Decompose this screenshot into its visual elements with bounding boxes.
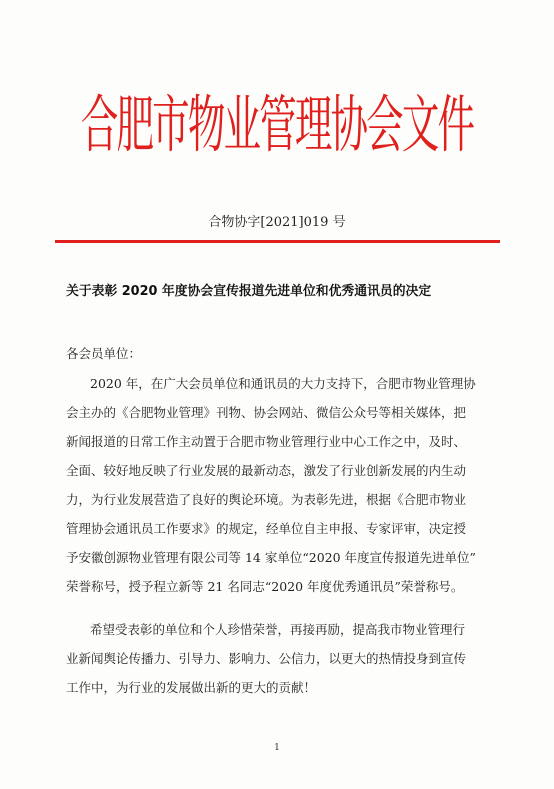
body-line: 业新闻舆论传播力、引导力、影响力、公信力，以更大的热情投身到宣传 bbox=[66, 651, 467, 666]
decision-title: 关于表彰 2020 年度协会宣传报道先进单位和优秀通讯员的决定 bbox=[66, 284, 432, 299]
body-line: 希望受表彰的单位和个人珍惜荣誉，再接再励，提高我市物业管理行 bbox=[90, 622, 466, 637]
body-line: 2020 年，在广大会员单位和通讯员的大力支持下，合肥市物业管理协 bbox=[90, 376, 476, 391]
salutation: 各会员单位： bbox=[66, 346, 142, 361]
body-line: 工作中，为行业的发展做出新的更大的贡献！ bbox=[66, 680, 317, 695]
red-divider bbox=[55, 240, 500, 243]
body-line: 荣誉称号，授予程立新等 21 名同志“2020 年度优秀通讯员”荣誉称号。 bbox=[66, 579, 464, 594]
body-line: 新闻报道的日常工作主动置于合肥市物业管理行业中心工作之中，及时、 bbox=[66, 434, 467, 449]
body-line: 会主办的《合肥物业管理》刊物、协会网站、微信公众号等相关媒体，把 bbox=[66, 405, 467, 420]
body-line: 予安徽创源物业管理有限公司等 14 家单位“2020 年度宣传报道先进单位” bbox=[66, 550, 476, 565]
page-number: 1 bbox=[274, 743, 280, 753]
document-number: 合物协字[2021]019 号 bbox=[208, 215, 346, 230]
body-line: 管理协会通讯员工作要求》的规定，经单位自主申报、专家评审，决定授 bbox=[66, 521, 467, 536]
org-title: 合肥市物业管理协会文件 bbox=[80, 90, 474, 162]
body-line: 力，为行业发展营造了良好的舆论环境。为表彰先进，根据《合肥市物业 bbox=[66, 492, 467, 507]
body-line: 全面、较好地反映了行业发展的最新动态，激发了行业创新发展的内生动 bbox=[66, 463, 467, 478]
